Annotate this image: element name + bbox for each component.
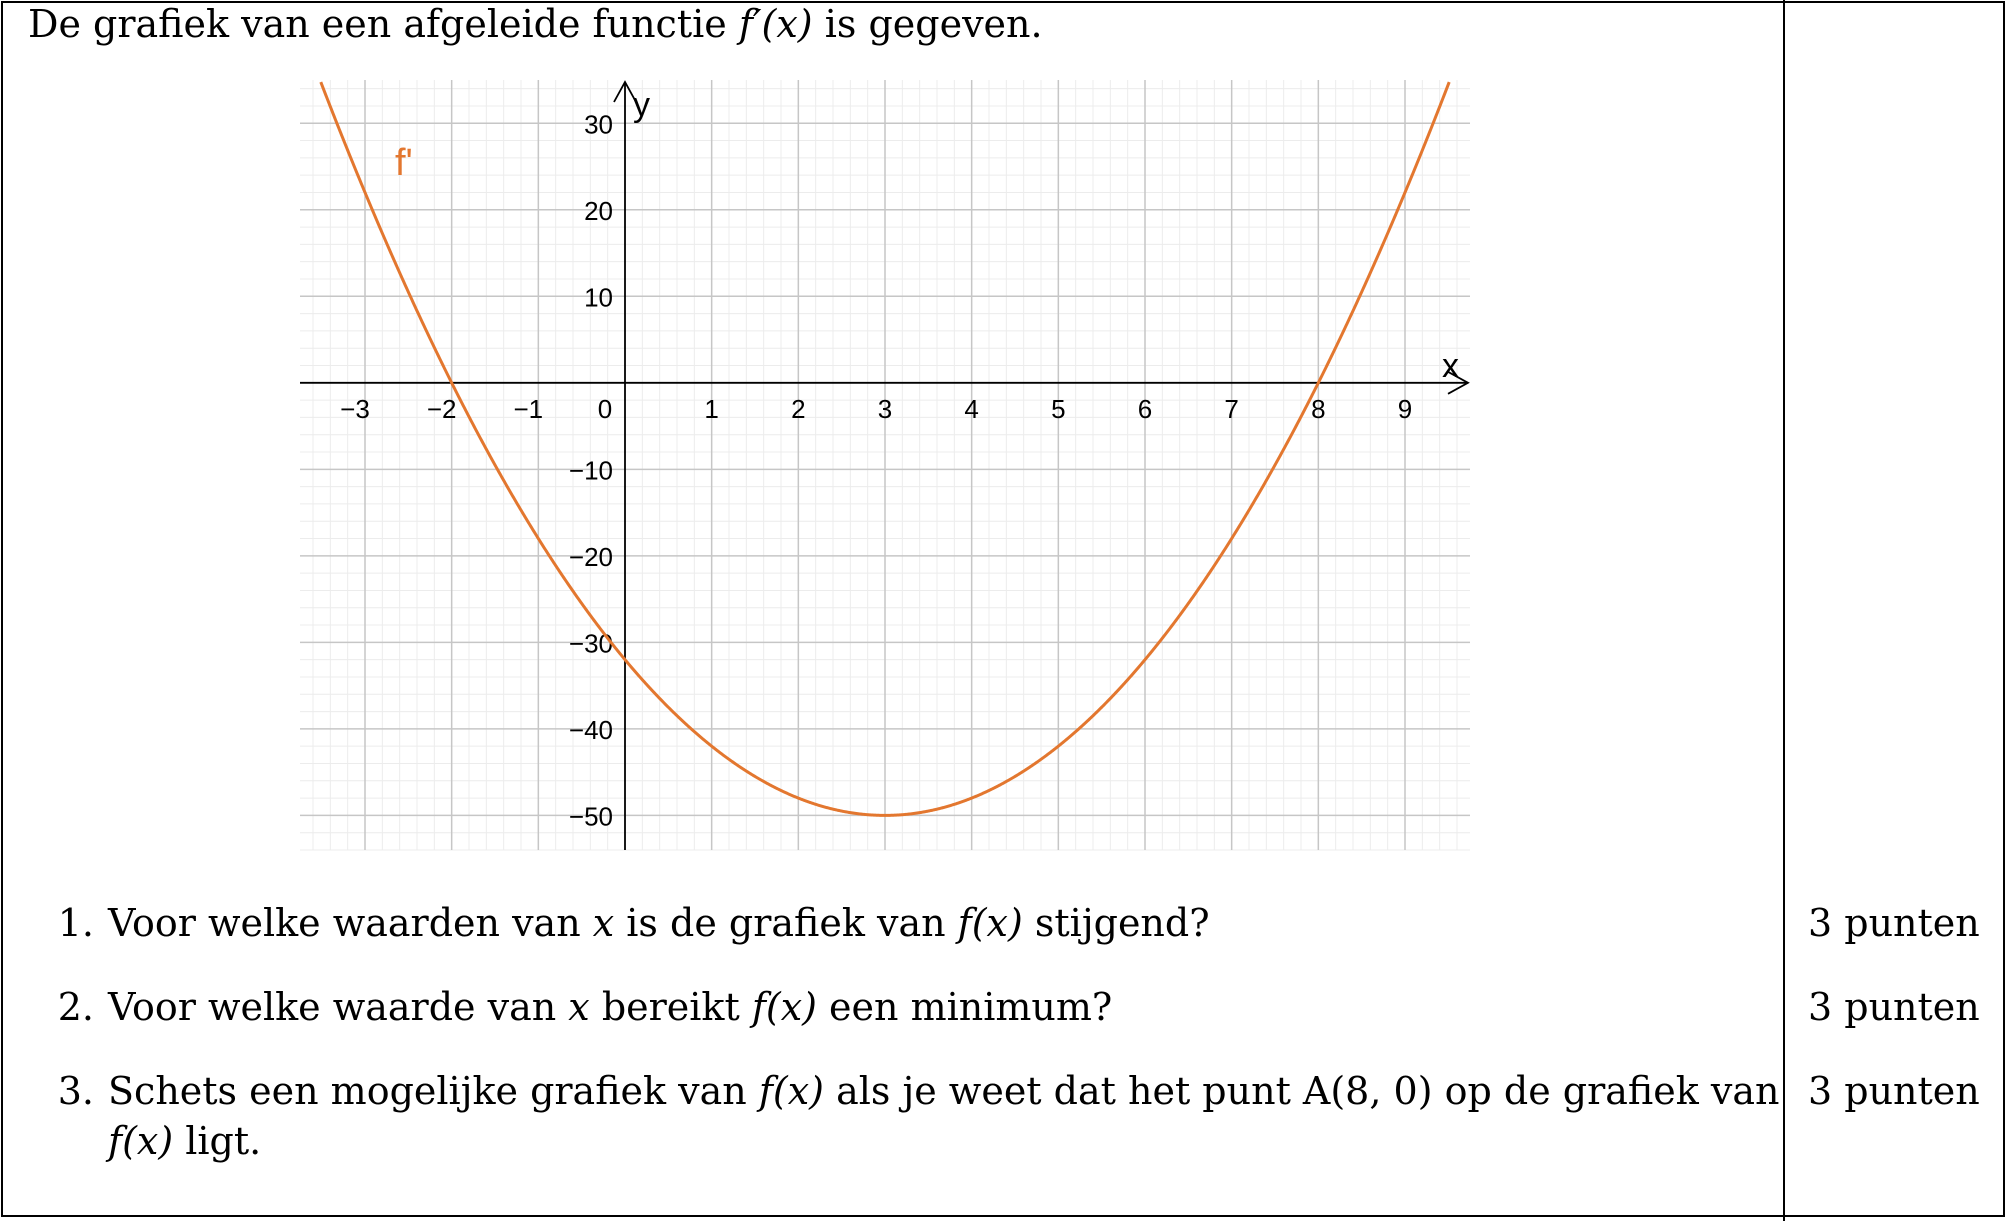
intro-text-start: De grafiek van een afgeleide functie: [28, 2, 739, 46]
x-tick-label: −3: [340, 393, 370, 424]
y-tick-label: 10: [584, 282, 613, 313]
points-column-divider: [1783, 0, 1785, 1221]
question-text-part: Schets een mogelijke grafiek van: [108, 1069, 759, 1113]
question-number: 2.: [57, 985, 94, 1029]
y-tick-label: −40: [568, 714, 613, 745]
tick-labels: [340, 109, 1412, 831]
y-tick-label: −50: [568, 801, 613, 832]
axes: [300, 82, 1468, 850]
x-tick-label: 4: [964, 393, 979, 424]
question-1-points: 3 punten: [1808, 901, 1980, 945]
x-axis-label: x: [1442, 346, 1459, 385]
question-text-part: ligt.: [173, 1119, 262, 1163]
question-text: [108, 898, 1808, 948]
question-text-part: Voor welke waarde van: [108, 985, 569, 1029]
x-tick-label: 8: [1311, 393, 1326, 424]
question-text: [108, 1066, 1808, 1166]
origin-label: 0: [597, 393, 613, 424]
y-tick-label: −30: [568, 628, 613, 659]
x-tick-label: 3: [877, 393, 893, 424]
intro-text: [28, 2, 1043, 46]
question-text-part: als je weet dat het punt A(8, 0) op de grafiek van: [823, 1069, 1780, 1113]
derivative-graph: [300, 80, 1480, 860]
x-tick-label: 5: [1051, 393, 1066, 424]
question-text-part: een minimum?: [816, 985, 1113, 1029]
y-tick-label: 30: [584, 109, 613, 140]
x-tick-label: 2: [791, 393, 806, 424]
question-math: f(x): [108, 1119, 174, 1163]
question-number: 1.: [57, 901, 94, 945]
question-text-part: is de grafiek van: [614, 901, 958, 945]
question-math: x: [568, 985, 590, 1029]
question-text-part: Voor welke waarden van: [108, 901, 593, 945]
intro-text-end: is gegeven.: [812, 2, 1043, 46]
intro-function: f′(x): [738, 2, 813, 46]
question-math: f(x): [751, 985, 817, 1029]
question-number: 3.: [57, 1069, 94, 1113]
question-text-part: bereikt: [589, 985, 752, 1029]
y-tick-label: 20: [584, 195, 613, 226]
question-text: [108, 982, 1808, 1032]
x-tick-label: 7: [1224, 393, 1239, 424]
x-tick-label: 9: [1397, 393, 1413, 424]
question-math: f(x): [957, 901, 1023, 945]
y-axis-label: y: [633, 86, 650, 124]
question-3-points: 3 punten: [1808, 1069, 1980, 1113]
x-tick-label: 1: [704, 393, 719, 424]
x-tick-label: −2: [426, 393, 457, 424]
question-math: x: [592, 901, 615, 945]
question-text-part: stijgend?: [1022, 901, 1210, 945]
question-2-points: 3 punten: [1808, 985, 1980, 1029]
y-tick-label: −20: [568, 541, 613, 572]
y-tick-label: −10: [568, 455, 613, 486]
x-tick-label: −1: [513, 393, 544, 424]
x-tick-label: 6: [1137, 393, 1153, 424]
question-math: f(x): [758, 1069, 824, 1113]
grid-major: [300, 80, 1470, 850]
curve-label-f-prime: f': [395, 142, 413, 185]
